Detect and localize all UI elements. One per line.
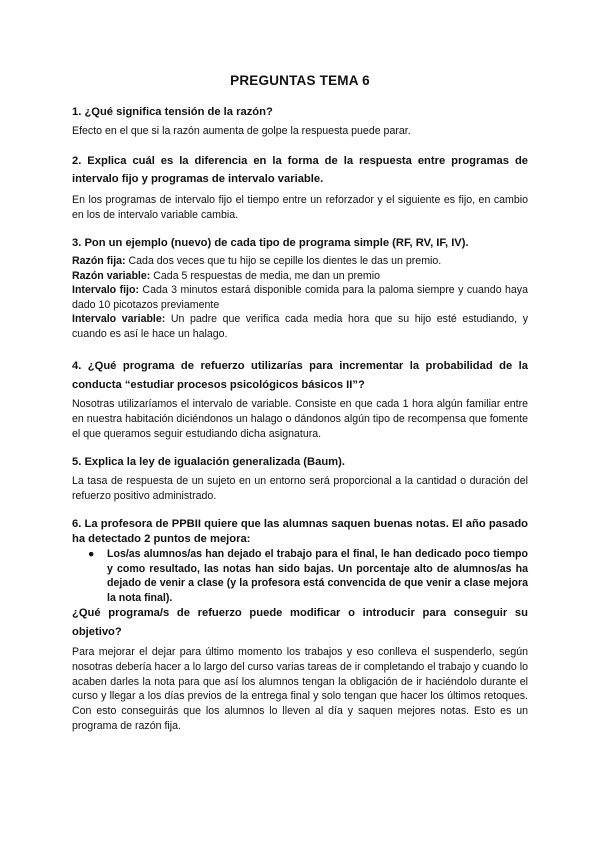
question-1: 1. ¿Qué significa tensión de la razón? [72, 106, 273, 118]
example-text: Un padre que verifica cada media hora que su hijo esté estudiando, y cuando es así le hace un halago. [72, 313, 528, 340]
question-2: 2. Explica cuál es la diferencia en la forma de la respuesta entre programas de intervalo fijo y programas de intervalo variable. [72, 155, 528, 185]
example-razon-fija [72, 254, 528, 269]
example-text: Cada 5 respuestas de media, me dan un premio [153, 269, 380, 282]
document-title: PREGUNTAS TEMA 6 [230, 73, 370, 88]
example-label: Razón variable: [72, 269, 151, 282]
answer-3-examples [72, 254, 528, 342]
example-intervalo-variable [72, 312, 528, 341]
example-intervalo-fijo [72, 283, 528, 312]
bullet-item [72, 547, 528, 605]
example-text: Cada 3 minutos estará disponible comida para la paloma siempre y cuando haya dado 10 picotazos previamente [72, 284, 528, 311]
question-6: 6. La profesora de PPBII quiere que las alumnas saquen buenas notas. El año pasado ha detectado 2 puntos de mejora: [72, 518, 528, 545]
question-4: 4. ¿Qué programa de refuerzo utilizarías para incrementar la probabilidad de la conducta “estudiar procesos psicológicos básicos II”? [72, 360, 528, 391]
question-6-subquestion: ¿Qué programa/s de refuerzo puede modificar o introducir para conseguir su objetivo? [72, 607, 528, 638]
example-razon-variable [72, 269, 528, 284]
example-text: Cada dos veces que tu hijo se cepille los dientes le das un premio. [128, 255, 442, 267]
bullet-text: Los/as alumnos/as han dejado el trabajo para el final, le han dedicado poco tiempo y como resultado, las notas han sido bajas. Un porcentaje alto de alumnos/as ha dejado de venir a clase (y la profesora está convencida de que venir a clase mejora la nota final). [107, 548, 528, 604]
answer-6: Para mejorar el dejar para último momento los trabajos y eso conlleva el suspenderlo, según nosotras debería hacer a lo largo del curso varias tareas de ir completando el trabajo y cuando lo acaben darles la nota para que así los alumnos tengan la obligación de ir haciéndolo durante el curso y llegar a los días previos de la entrega final y solo tengan que hacer los últimos retoques. Con esto conseguirás que los alumnos lo lleven al día y saquen mejores notas. Esto es un programa de razón fija. [72, 646, 528, 732]
bullet-dot-icon: ● [88, 548, 95, 560]
answer-5: La tasa de respuesta de un sujeto en un entorno será proporcional a la cantidad o duración del refuerzo positivo administrado. [72, 475, 528, 502]
question-3: 3. Pon un ejemplo (nuevo) de cada tipo de programa simple (RF, RV, IF, IV). [72, 237, 469, 249]
example-label: Razón fija: [72, 255, 126, 267]
question-5: 5. Explica la ley de igualación generalizada (Baum). [72, 456, 345, 468]
example-label: Intervalo variable: [72, 313, 166, 326]
example-label: Intervalo fijo: [72, 284, 139, 297]
answer-1: Efecto en el que si la razón aumenta de golpe la respuesta puede parar. [72, 125, 411, 137]
answer-4: Nosotras utilizaríamos el intervalo de variable. Consiste en que cada 1 hora algún familiar entre en nuestra habitación diciéndonos un halago o dándonos algún tipo de recompensa que fomente el que queramos seguir estudiando dicha asignatura. [72, 398, 528, 440]
answer-2: En los programas de intervalo fijo el tiempo entre un reforzador y el siguiente es fijo, en cambio en los de intervalo variable cambia. [72, 194, 528, 221]
